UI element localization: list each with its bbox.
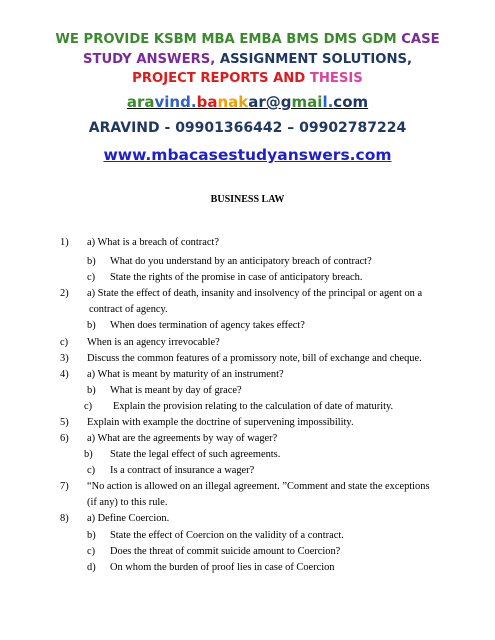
question-number: 1): [60, 237, 69, 248]
email-char: a: [126, 93, 137, 111]
question-text: Is a contract of insurance a wager?: [110, 465, 255, 476]
promo-text: CASE: [401, 32, 440, 47]
question-text: “No action is allowed on an illegal agreement. ”Comment and state the exceptions: [87, 481, 430, 492]
email-char: m: [352, 93, 369, 111]
question-number: b): [87, 320, 96, 331]
email-link[interactable]: [0, 93, 495, 111]
email-char: @: [265, 93, 281, 111]
promo-text: STUDY ANSWERS,: [82, 52, 220, 67]
question-number: 2): [60, 288, 69, 299]
email-char: c: [333, 93, 343, 111]
email-char: k: [238, 93, 249, 111]
email-char: b: [196, 93, 208, 111]
question-text: Discuss the common features of a promissory note, bill of exchange and cheque.: [87, 353, 422, 364]
question-number: 5): [60, 417, 69, 428]
document-title: BUSINESS LAW: [210, 194, 285, 205]
question-number: 8): [60, 513, 69, 524]
question-number: c): [87, 272, 96, 283]
question-number: d): [87, 562, 96, 573]
email-char: i: [317, 93, 323, 111]
email-char: l: [322, 93, 328, 111]
question-text: When is an agency irrevocable?: [87, 337, 220, 348]
email-char: a: [307, 93, 318, 111]
promo-text: PROJECT REPORTS AND: [132, 71, 310, 86]
question-text: When does termination of agency takes effect?: [110, 320, 305, 331]
question-text: State the legal effect of such agreements.: [110, 449, 281, 460]
question-text: (if any) to this rule.: [87, 497, 168, 508]
email-char: a: [228, 93, 239, 111]
question-number: b): [87, 530, 96, 541]
question-text: State the effect of Coercion on the validity of a contract.: [110, 530, 344, 541]
email-char: a: [207, 93, 218, 111]
email-char: n: [169, 93, 181, 111]
question-text: Does the threat of commit suicide amount to Coercion?: [110, 546, 341, 557]
email-char: m: [291, 93, 308, 111]
email-char: g: [280, 93, 292, 111]
question-text: a) What is meant by maturity of an instrument?: [87, 369, 284, 380]
question-text: Explain the provision relating to the calculation of date of maturity.: [113, 401, 394, 412]
email-char: r: [258, 93, 266, 111]
question-number: 3): [60, 353, 69, 364]
question-number: 7): [60, 481, 69, 492]
question-text: On whom the burden of proof lies in case of Coercion: [110, 562, 335, 573]
question-text: What do you understand by an anticipatory breach of contract?: [110, 256, 372, 267]
email-char: n: [217, 93, 229, 111]
email-char: a: [144, 93, 155, 111]
question-text: a) State the effect of death, insanity and insolvency of the principal or agent on a: [87, 288, 423, 299]
question-number: c): [60, 337, 69, 348]
question-number: b): [87, 256, 96, 267]
question-number: c): [87, 546, 96, 557]
question-number: b): [84, 449, 93, 460]
question-text: What is meant by day of grace?: [110, 385, 242, 396]
question-number: c): [87, 465, 96, 476]
question-text: a) What are the agreements by way of wager?: [87, 433, 278, 444]
promo-text: THESIS: [309, 71, 363, 86]
email-char: i: [164, 93, 170, 111]
promo-header-line-3: [0, 69, 495, 88]
question-number: 6): [60, 433, 69, 444]
promo-header-line-1: [0, 30, 495, 49]
question-text: contract of agency.: [89, 304, 168, 315]
question-number: b): [87, 385, 96, 396]
email-char: v: [154, 93, 165, 111]
question-text: State the rights of the promise in case of anticipatory breach.: [110, 272, 363, 283]
email-char: o: [342, 93, 353, 111]
question-text: a) Define Coercion.: [87, 513, 170, 524]
website-link[interactable]: www.mbacasestudyanswers.com: [103, 146, 392, 164]
email-char: .: [190, 93, 197, 111]
question-text: a) What is a breach of contract?: [87, 237, 219, 248]
question-text: Explain with example the doctrine of supervening impossibility.: [87, 417, 354, 428]
email-char: r: [136, 93, 145, 111]
promo-text: ASSIGNMENT SOLUTIONS,: [219, 52, 413, 67]
promo-text: WE PROVIDE KSBM MBA EMBA BMS DMS GDM: [55, 32, 402, 47]
email-char: d: [180, 93, 191, 111]
promo-header-line-2: [0, 50, 495, 69]
email-char: a: [248, 93, 259, 111]
question-number: 4): [60, 369, 69, 380]
question-number: c): [84, 401, 93, 412]
email-char: .: [327, 93, 334, 111]
phone-number: ARAVIND - 09901366442 – 09902787224: [88, 120, 407, 136]
